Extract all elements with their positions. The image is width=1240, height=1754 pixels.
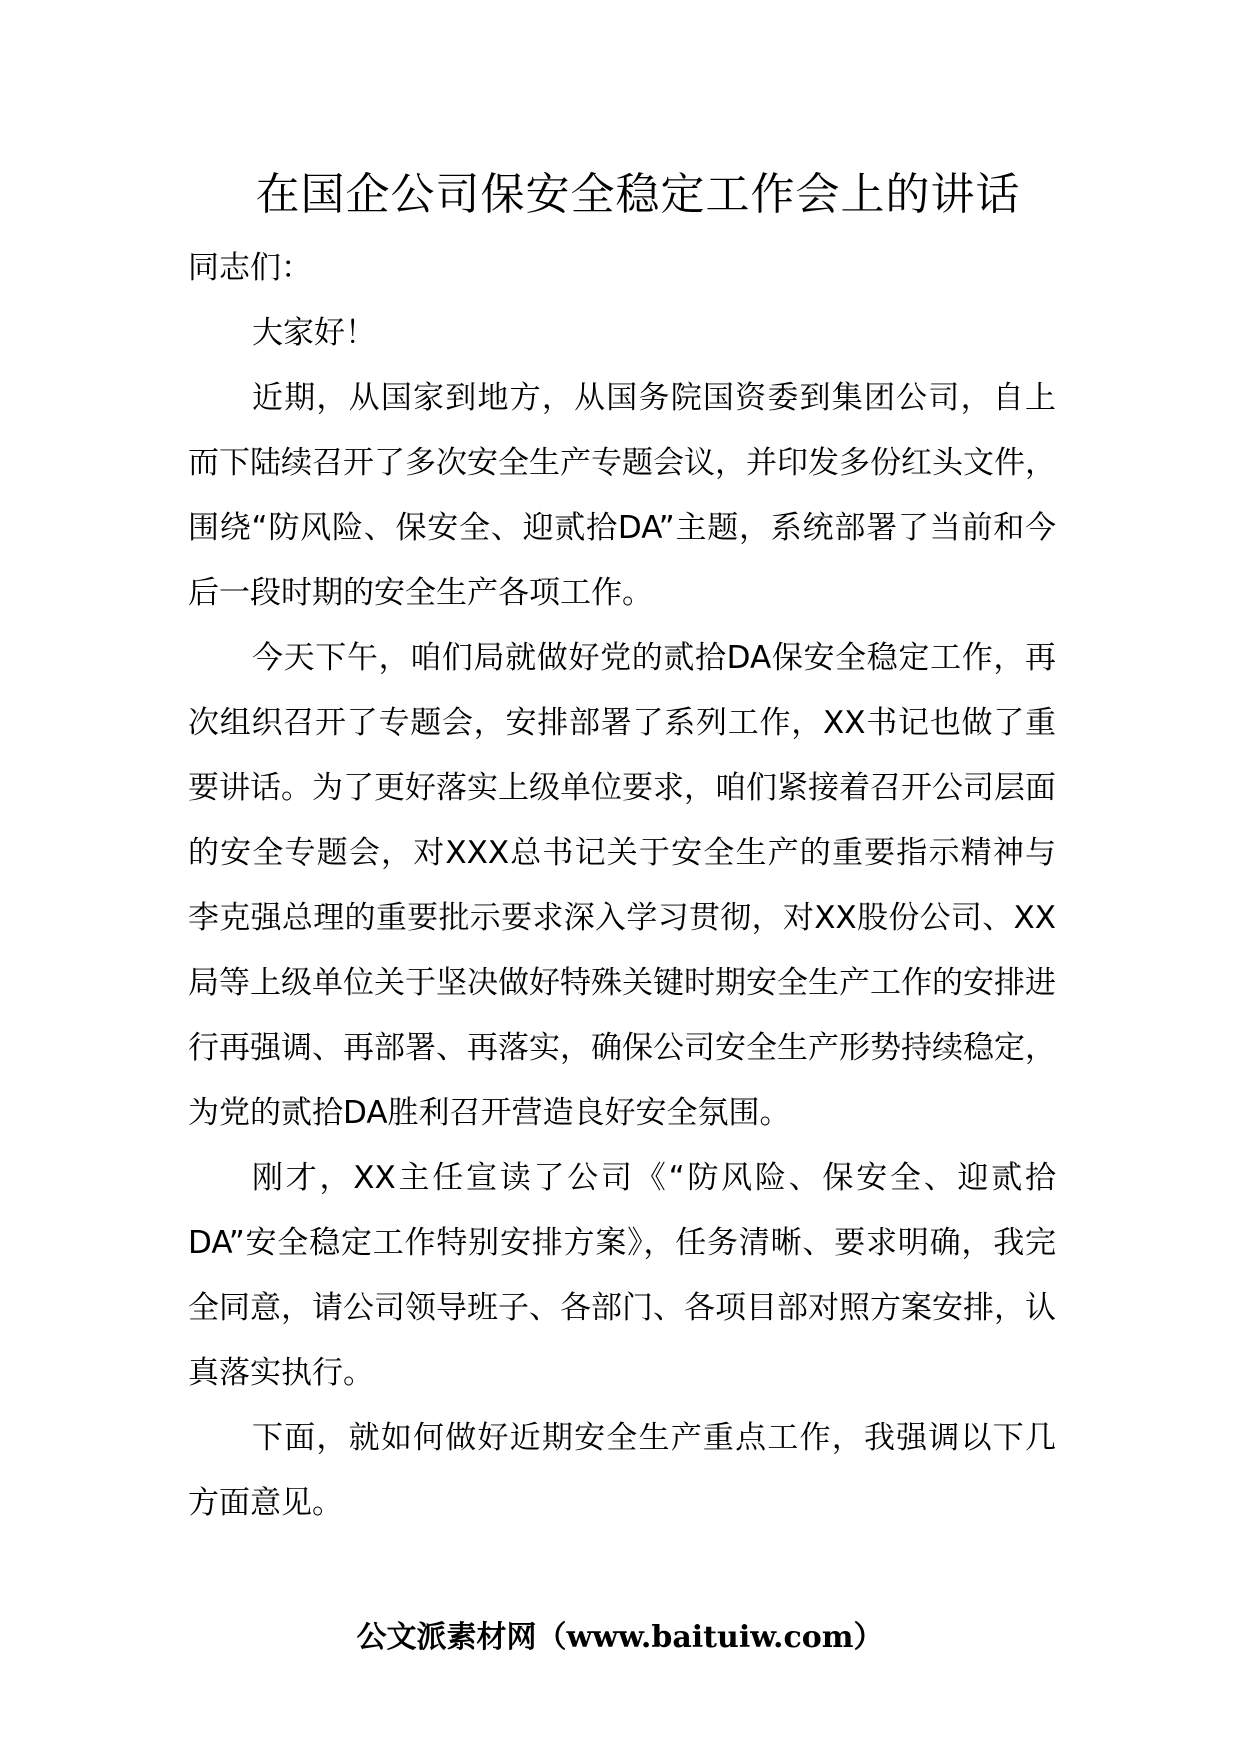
footer-watermark: 公文派素材网（www.baituiw.com） [356,1620,884,1655]
paragraph-4: 下面，就如何做好近期安全生产重点工作，我强调以下几方面意见。 [188,1420,1056,1521]
paragraph-greeting: 大家好！ [252,315,376,351]
salutation: 同志们： [188,250,312,286]
paragraph-1: 近期，从国家到地方，从国务院国资委到集团公司，自上而下陆续召开了多次安全生产专题会议，并印发多份红头文件，围绕“防风险、保安全、迎贰拾DA”主题，系统部署了当前和今后一段时期的安全生产各项工作。 [188,380,1056,611]
document-title: 在国企公司保安全稳定工作会上的讲话 [255,169,1021,220]
paragraph-2: 今天下午，咱们局就做好党的贰拾DA保安全稳定工作，再次组织召开了专题会，安排部署了系列工作，XX书记也做了重要讲话。为了更好落实上级单位要求，咱们紧接着召开公司层面的安全专题会，对XXX总书记关于安全生产的重要指示精神与李克强总理的重要批示要求深入学习贯彻，对XX股份公司、XX局等上级单位关于坚决做好特殊关键时期安全生产工作的安排进行再强调、再部署、再落实，确保公司安全生产形势持续稳定，为党的贰拾DA胜利召开营造良好安全氛围。 [188,640,1056,1131]
paragraph-3: 刚才，XX主任宣读了公司《“防风险、保安全、迎贰拾DA”安全稳定工作特别安排方案》，任务清晰、要求明确，我完全同意，请公司领导班子、各部门、各项目部对照方案安排，认真落实执行。 [188,1160,1056,1391]
document-body [188,236,1056,1536]
